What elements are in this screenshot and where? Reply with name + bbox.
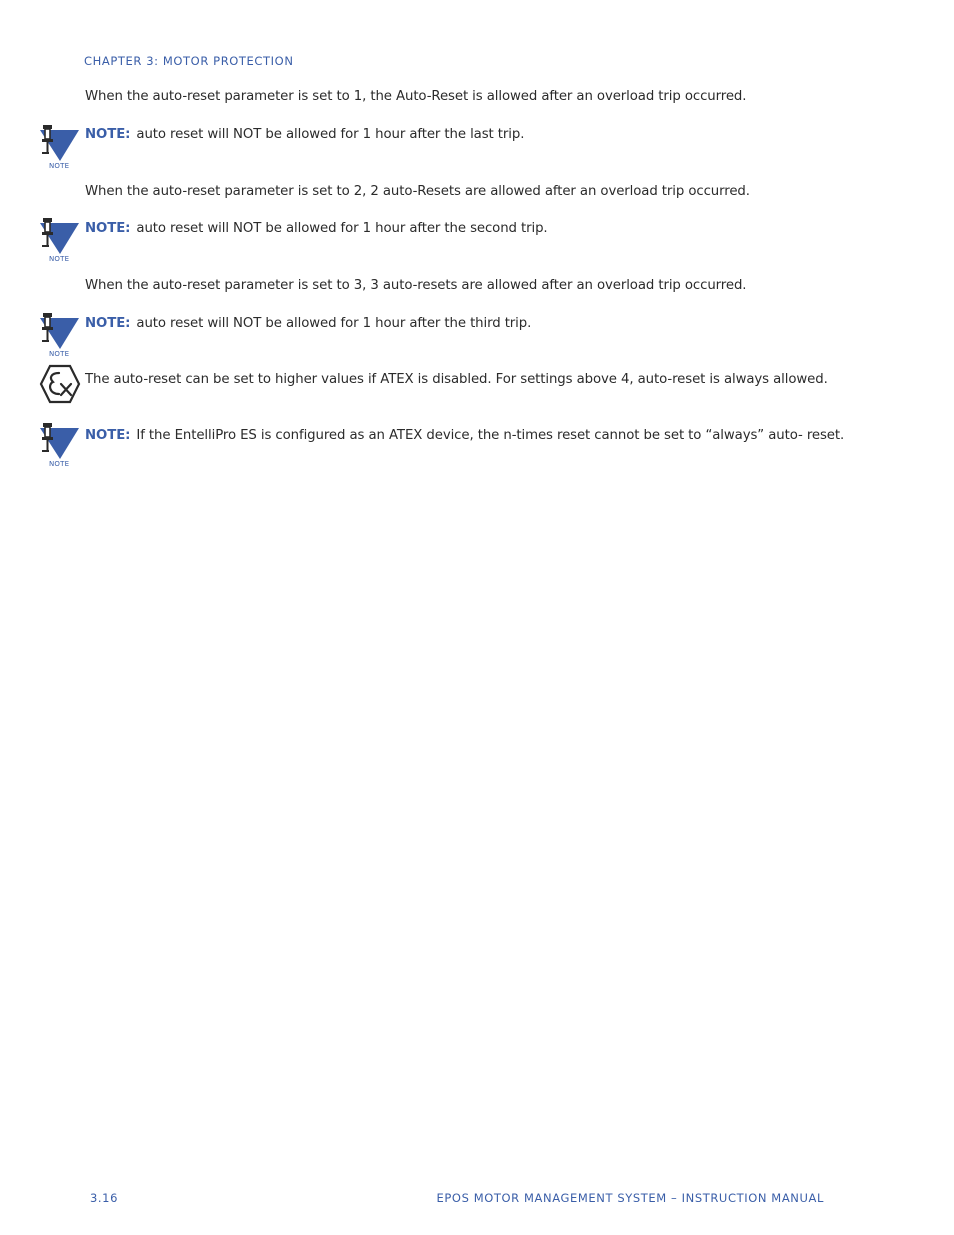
manual-title: EPOS MOTOR MANAGEMENT SYSTEM – INSTRUCTION MANUAL bbox=[436, 1191, 824, 1205]
atex-paragraph: The auto-reset can be set to higher values if ATEX is disabled. For settings above 4, auto-reset is always allowed. bbox=[85, 372, 828, 387]
note-text: auto reset will NOT be allowed for 1 hour after the last trip. bbox=[136, 127, 525, 142]
note-label: NOTE: bbox=[85, 127, 131, 142]
note-1 bbox=[85, 126, 524, 144]
note-icon: NOTE bbox=[38, 217, 82, 263]
note-2 bbox=[85, 220, 548, 238]
note-text: auto reset will NOT be allowed for 1 hour after the second trip. bbox=[136, 221, 548, 236]
atex-ex-icon bbox=[39, 364, 81, 404]
note-icon: NOTE bbox=[38, 124, 82, 170]
note-4 bbox=[85, 427, 844, 445]
paragraph-auto-reset-3: When the auto-reset parameter is set to 3, 3 auto-resets are allowed after an overload trip occurred. bbox=[85, 278, 747, 293]
note-icon: NOTE bbox=[38, 422, 82, 468]
note-label: NOTE: bbox=[85, 428, 131, 443]
paragraph-auto-reset-2: When the auto-reset parameter is set to 2, 2 auto-Resets are allowed after an overload trip occurred. bbox=[85, 184, 750, 199]
note-text: If the EntelliPro ES is configured as an ATEX device, the n-times reset cannot be set to “always” auto- reset. bbox=[136, 428, 845, 443]
note-label: NOTE: bbox=[85, 221, 131, 236]
note-3 bbox=[85, 315, 531, 333]
note-text: auto reset will NOT be allowed for 1 hour after the third trip. bbox=[136, 316, 532, 331]
note-label: NOTE: bbox=[85, 316, 131, 331]
paragraph-auto-reset-1: When the auto-reset parameter is set to 1, the Auto-Reset is allowed after an overload trip occurred. bbox=[85, 89, 747, 104]
page-number: 3.16 bbox=[90, 1191, 119, 1205]
note-icon: NOTE bbox=[38, 312, 82, 358]
chapter-header: CHAPTER 3: MOTOR PROTECTION bbox=[84, 54, 294, 68]
